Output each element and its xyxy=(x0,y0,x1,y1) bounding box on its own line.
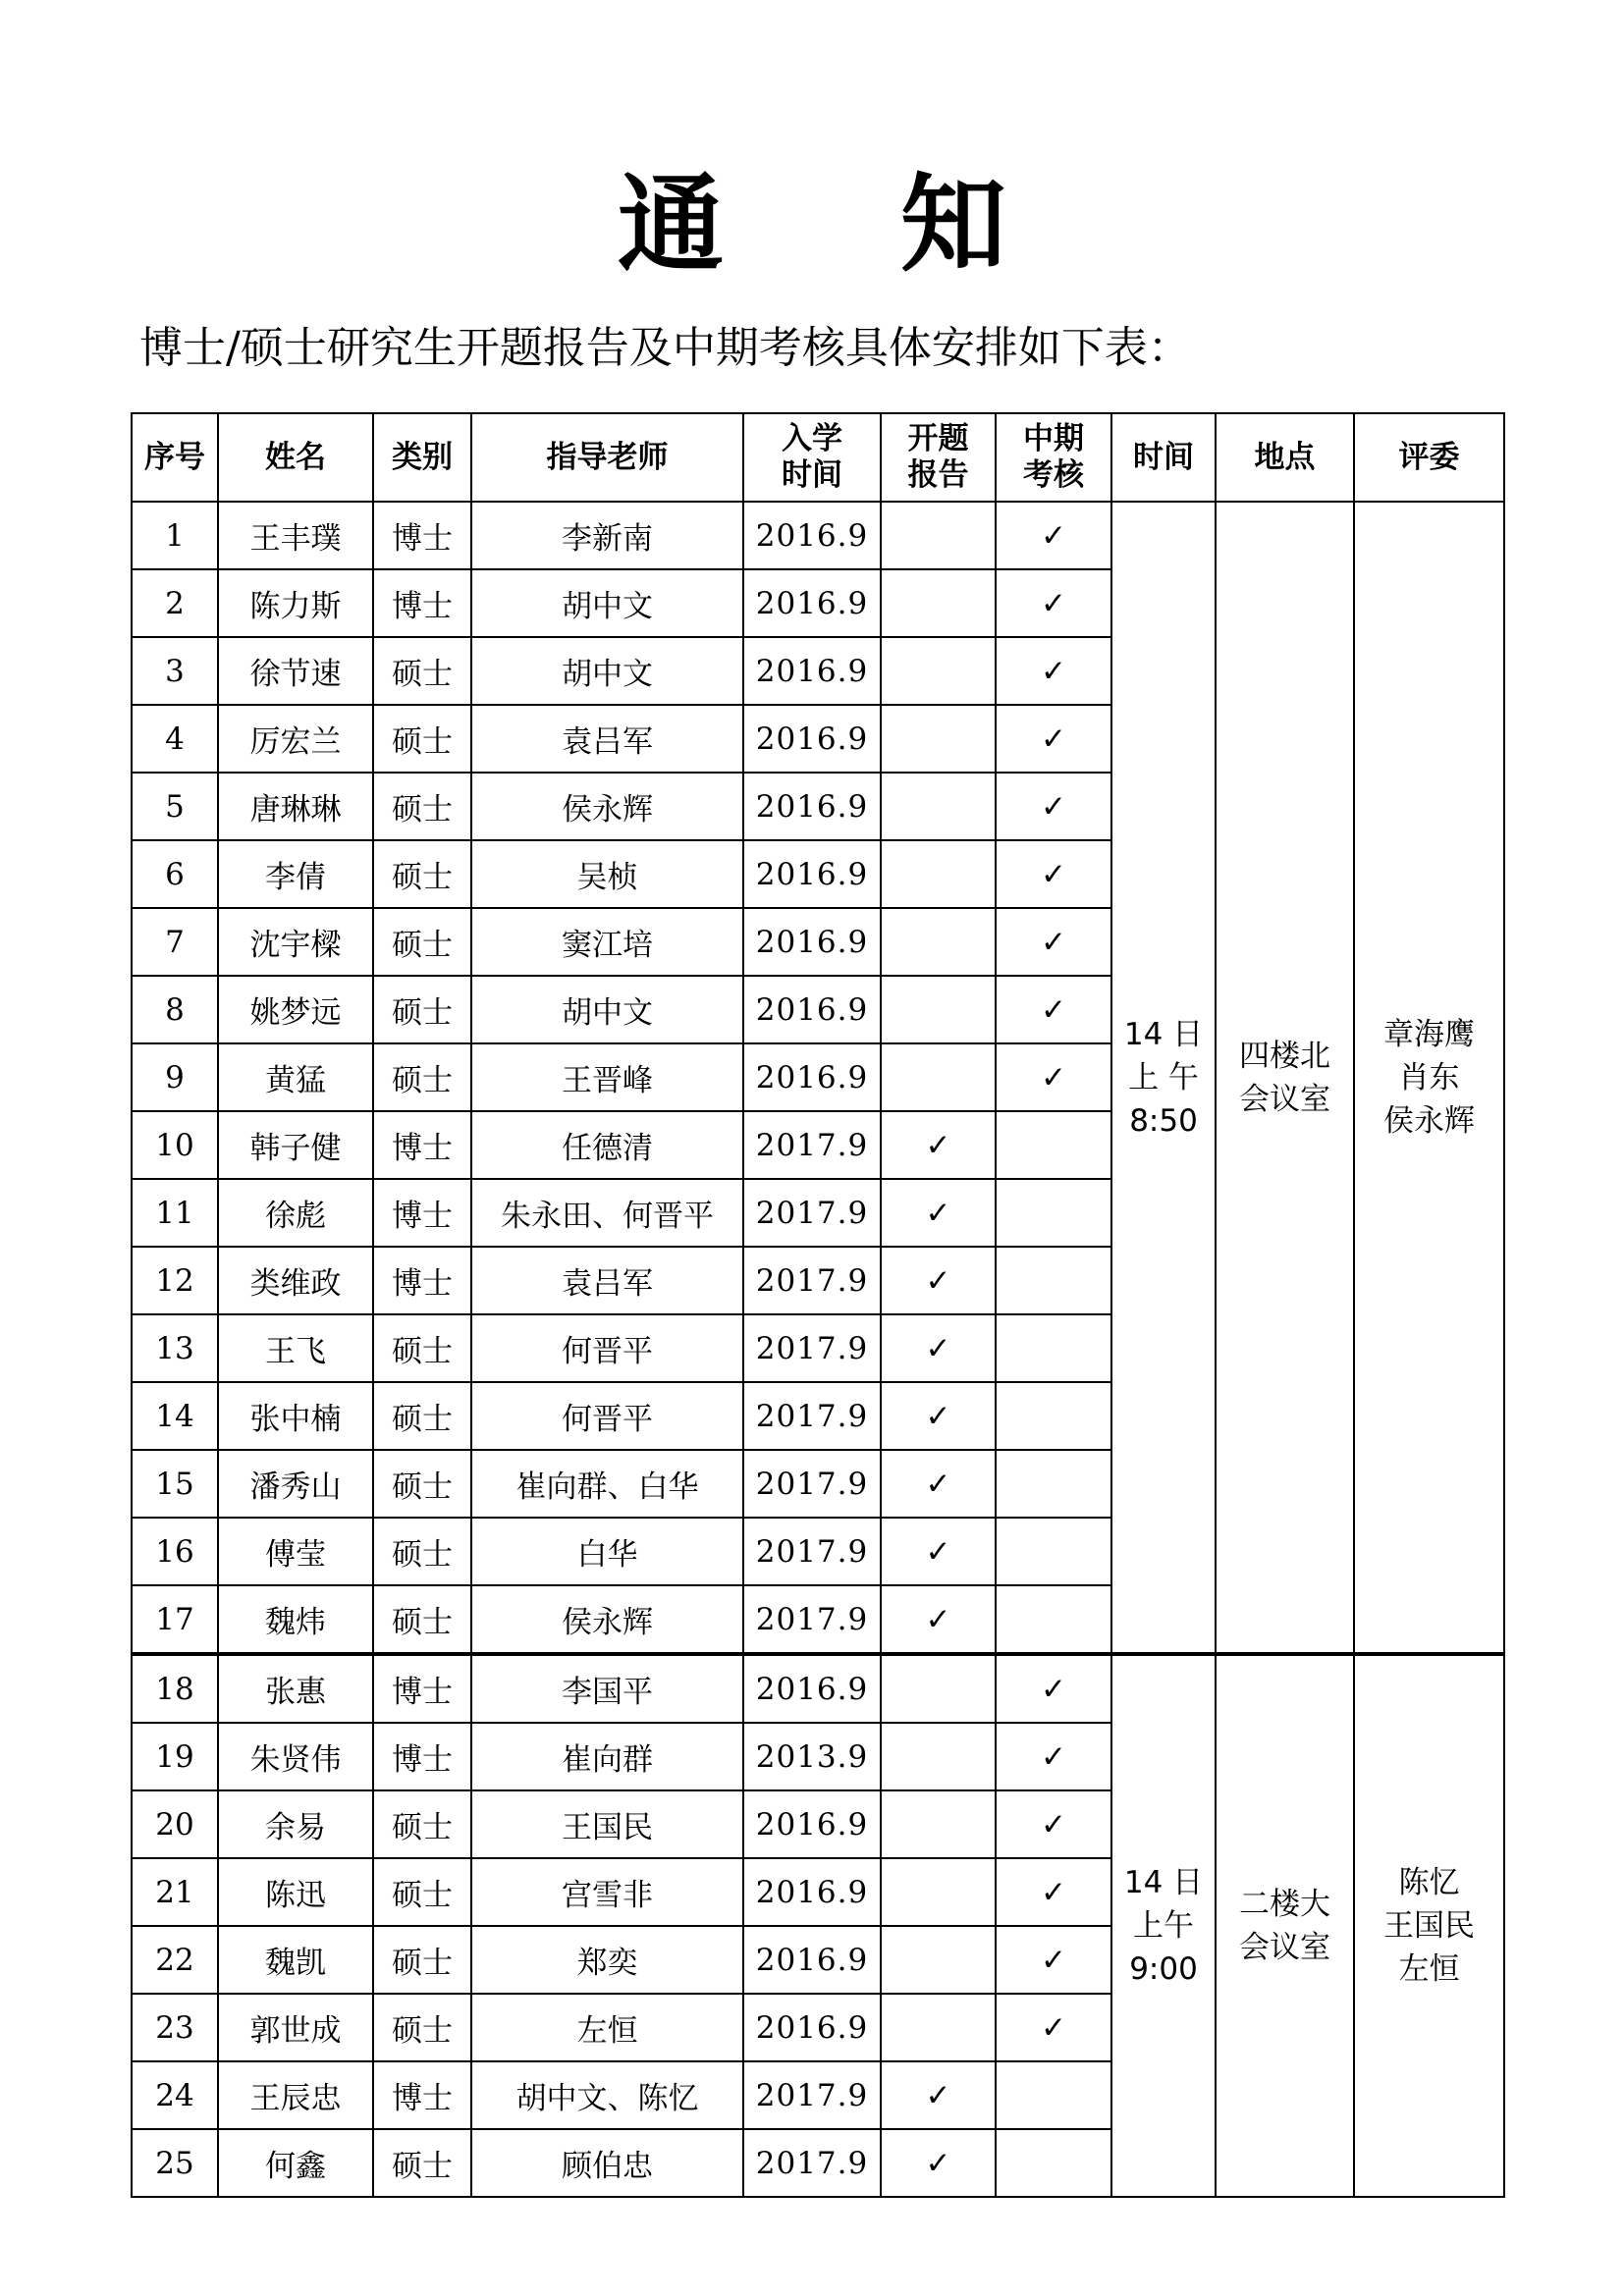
enroll-time-cell: 2013.9 xyxy=(743,1723,881,1790)
advisor-cell: 宫雪非 xyxy=(471,1858,743,1926)
index-cell: 1 xyxy=(132,502,218,569)
student-name-cell: 朱贤伟 xyxy=(218,1723,373,1790)
degree-type-cell: 博士 xyxy=(373,1654,471,1723)
degree-type-cell: 硕士 xyxy=(373,773,471,840)
advisor-cell: 李国平 xyxy=(471,1654,743,1723)
student-name-cell: 郭世成 xyxy=(218,1994,373,2061)
enroll-time-cell: 2016.9 xyxy=(743,840,881,908)
proposal-cell xyxy=(881,637,996,705)
advisor-cell: 何晋平 xyxy=(471,1314,743,1382)
student-name-cell: 徐节速 xyxy=(218,637,373,705)
index-cell: 20 xyxy=(132,1790,218,1858)
check-mark-icon: ✓ xyxy=(925,1127,951,1163)
check-mark-icon: ✓ xyxy=(925,2145,951,2181)
index-cell: 16 xyxy=(132,1518,218,1585)
midterm-cell xyxy=(996,1790,1111,1858)
midterm-cell xyxy=(996,840,1111,908)
student-name-cell: 魏凯 xyxy=(218,1926,373,1994)
student-name-cell: 黄猛 xyxy=(218,1043,373,1111)
midterm-cell xyxy=(996,976,1111,1043)
notice-subtitle: 博士/硕士研究生开题报告及中期考核具体安排如下表： xyxy=(139,323,1191,373)
student-name-cell: 厉宏兰 xyxy=(218,705,373,773)
advisor-cell: 胡中文 xyxy=(471,637,743,705)
index-cell: 5 xyxy=(132,773,218,840)
check-mark-icon: ✓ xyxy=(925,2077,951,2113)
advisor-cell: 侯永辉 xyxy=(471,773,743,840)
degree-type-cell: 硕士 xyxy=(373,1043,471,1111)
advisor-cell: 王晋峰 xyxy=(471,1043,743,1111)
student-name-cell: 徐彪 xyxy=(218,1179,373,1247)
check-mark-icon: ✓ xyxy=(1041,1059,1066,1095)
committee-line: 肖东 xyxy=(1398,1059,1460,1095)
index-cell: 22 xyxy=(132,1926,218,1994)
proposal-cell xyxy=(881,1179,996,1247)
index-cell: 7 xyxy=(132,908,218,976)
index-cell: 17 xyxy=(132,1585,218,1654)
student-name-cell: 王丰璞 xyxy=(218,502,373,569)
midterm-cell xyxy=(996,1314,1111,1382)
committee-cell xyxy=(1354,502,1504,1654)
proposal-cell xyxy=(881,1654,996,1723)
degree-type-cell: 博士 xyxy=(373,1111,471,1179)
check-mark-icon: ✓ xyxy=(1041,2009,1066,2046)
advisor-cell: 吴桢 xyxy=(471,840,743,908)
proposal-cell xyxy=(881,1382,996,1450)
check-mark-icon: ✓ xyxy=(925,1601,951,1637)
advisor-cell: 王国民 xyxy=(471,1790,743,1858)
student-name-cell: 陈迅 xyxy=(218,1858,373,1926)
enroll-time-cell: 2016.9 xyxy=(743,1043,881,1111)
midterm-cell xyxy=(996,1723,1111,1790)
check-mark-icon: ✓ xyxy=(1041,721,1066,757)
midterm-cell xyxy=(996,1247,1111,1314)
advisor-cell: 郑奕 xyxy=(471,1926,743,1994)
time-line: 14 日 xyxy=(1123,1865,1204,1900)
degree-type-cell: 博士 xyxy=(373,569,471,637)
proposal-cell xyxy=(881,1247,996,1314)
midterm-cell xyxy=(996,1450,1111,1518)
header-time: 时间 xyxy=(1111,413,1216,502)
index-cell: 21 xyxy=(132,1858,218,1926)
committee-line: 侯永辉 xyxy=(1383,1102,1475,1139)
midterm-cell xyxy=(996,773,1111,840)
header-committee: 评委 xyxy=(1354,413,1504,502)
student-name-cell: 何鑫 xyxy=(218,2129,373,2197)
midterm-cell xyxy=(996,705,1111,773)
committee-cell xyxy=(1354,1654,1504,2197)
advisor-cell: 袁吕军 xyxy=(471,705,743,773)
check-mark-icon: ✓ xyxy=(1041,585,1066,621)
index-cell: 8 xyxy=(132,976,218,1043)
proposal-cell xyxy=(881,1585,996,1654)
check-mark-icon: ✓ xyxy=(925,1398,951,1434)
enroll-time-cell: 2016.9 xyxy=(743,1994,881,2061)
enroll-time-cell: 2016.9 xyxy=(743,1654,881,1723)
midterm-cell xyxy=(996,1994,1111,2061)
location-cell xyxy=(1216,1654,1354,2197)
enroll-time-cell: 2016.9 xyxy=(743,502,881,569)
midterm-cell xyxy=(996,908,1111,976)
midterm-cell xyxy=(996,1926,1111,1994)
midterm-cell xyxy=(996,502,1111,569)
student-name-cell: 张惠 xyxy=(218,1654,373,1723)
check-mark-icon: ✓ xyxy=(1041,1738,1066,1775)
advisor-cell: 袁吕军 xyxy=(471,1247,743,1314)
midterm-cell xyxy=(996,1043,1111,1111)
enroll-time-cell: 2016.9 xyxy=(743,637,881,705)
header-midterm-line2: 考核 xyxy=(1023,457,1084,493)
index-cell: 25 xyxy=(132,2129,218,2197)
header-proposal-line2: 报告 xyxy=(907,457,969,493)
enroll-time-cell: 2017.9 xyxy=(743,1247,881,1314)
student-name-cell: 魏炜 xyxy=(218,1585,373,1654)
degree-type-cell: 硕士 xyxy=(373,1382,471,1450)
midterm-cell xyxy=(996,1858,1111,1926)
committee-line: 章海鹰 xyxy=(1383,1016,1475,1052)
enroll-time-cell: 2016.9 xyxy=(743,1926,881,1994)
degree-type-cell: 硕士 xyxy=(373,1858,471,1926)
committee-line: 王国民 xyxy=(1383,1908,1475,1944)
index-cell: 11 xyxy=(132,1179,218,1247)
header-row xyxy=(132,413,1504,502)
midterm-cell xyxy=(996,1585,1111,1654)
proposal-cell xyxy=(881,2061,996,2129)
proposal-cell xyxy=(881,1790,996,1858)
advisor-cell: 胡中文、陈忆 xyxy=(471,2061,743,2129)
student-name-cell: 沈宇樑 xyxy=(218,908,373,976)
degree-type-cell: 博士 xyxy=(373,502,471,569)
degree-type-cell: 博士 xyxy=(373,2061,471,2129)
committee-line: 左恒 xyxy=(1398,1951,1460,1987)
index-cell: 3 xyxy=(132,637,218,705)
advisor-cell: 任德清 xyxy=(471,1111,743,1179)
location-line: 会议室 xyxy=(1239,1930,1330,1965)
midterm-cell xyxy=(996,2061,1111,2129)
header-enroll-line1: 入学 xyxy=(782,421,842,456)
time-line: 上 午 xyxy=(1128,1059,1199,1095)
enroll-time-cell: 2016.9 xyxy=(743,1790,881,1858)
time-line: 上午 xyxy=(1133,1908,1194,1944)
student-name-cell: 王辰忠 xyxy=(218,2061,373,2129)
midterm-cell xyxy=(996,1111,1111,1179)
location-line: 四楼北 xyxy=(1239,1038,1330,1074)
index-cell: 10 xyxy=(132,1111,218,1179)
check-mark-icon: ✓ xyxy=(1041,991,1066,1028)
degree-type-cell: 硕士 xyxy=(373,976,471,1043)
midterm-cell xyxy=(996,1382,1111,1450)
schedule-group-1 xyxy=(132,502,1504,1654)
advisor-cell: 李新南 xyxy=(471,502,743,569)
check-mark-icon: ✓ xyxy=(925,1466,951,1502)
header-proposal-line1: 开题 xyxy=(907,421,969,456)
proposal-cell xyxy=(881,1723,996,1790)
degree-type-cell: 硕士 xyxy=(373,1790,471,1858)
check-mark-icon: ✓ xyxy=(1041,1671,1066,1707)
degree-type-cell: 硕士 xyxy=(373,908,471,976)
enroll-time-cell: 2016.9 xyxy=(743,569,881,637)
student-name-cell: 傅莹 xyxy=(218,1518,373,1585)
index-cell: 23 xyxy=(132,1994,218,2061)
degree-type-cell: 硕士 xyxy=(373,1518,471,1585)
advisor-cell: 顾伯忠 xyxy=(471,2129,743,2197)
location-line: 二楼大 xyxy=(1239,1887,1330,1922)
time-cell xyxy=(1111,502,1216,1654)
index-cell: 24 xyxy=(132,2061,218,2129)
proposal-cell xyxy=(881,1518,996,1585)
page-title: 通知 xyxy=(617,164,1183,287)
advisor-cell: 何晋平 xyxy=(471,1382,743,1450)
proposal-cell xyxy=(881,569,996,637)
degree-type-cell: 硕士 xyxy=(373,840,471,908)
header-midterm-line1: 中期 xyxy=(1023,421,1084,456)
index-cell: 12 xyxy=(132,1247,218,1314)
index-cell: 15 xyxy=(132,1450,218,1518)
advisor-cell: 侯永辉 xyxy=(471,1585,743,1654)
student-name-cell: 陈力斯 xyxy=(218,569,373,637)
check-mark-icon: ✓ xyxy=(1041,1874,1066,1910)
student-name-cell: 张中楠 xyxy=(218,1382,373,1450)
index-cell: 19 xyxy=(132,1723,218,1790)
index-cell: 9 xyxy=(132,1043,218,1111)
header-location: 地点 xyxy=(1216,413,1354,502)
advisor-cell: 白华 xyxy=(471,1518,743,1585)
advisor-cell: 胡中文 xyxy=(471,569,743,637)
check-mark-icon: ✓ xyxy=(925,1533,951,1570)
location-cell xyxy=(1216,502,1354,1654)
proposal-cell xyxy=(881,1994,996,2061)
student-name-cell: 类维政 xyxy=(218,1247,373,1314)
check-mark-icon: ✓ xyxy=(1041,1806,1066,1842)
location-line: 会议室 xyxy=(1239,1081,1330,1117)
midterm-cell xyxy=(996,1518,1111,1585)
enroll-time-cell: 2016.9 xyxy=(743,1858,881,1926)
student-name-cell: 唐琳琳 xyxy=(218,773,373,840)
degree-type-cell: 博士 xyxy=(373,1179,471,1247)
time-cell xyxy=(1111,1654,1216,2197)
index-cell: 18 xyxy=(132,1654,218,1723)
index-cell: 14 xyxy=(132,1382,218,1450)
degree-type-cell: 硕士 xyxy=(373,705,471,773)
proposal-cell xyxy=(881,1314,996,1382)
check-mark-icon: ✓ xyxy=(1041,517,1066,554)
proposal-cell xyxy=(881,1450,996,1518)
degree-type-cell: 博士 xyxy=(373,1723,471,1790)
time-line: 9:00 xyxy=(1129,1951,1198,1987)
proposal-cell xyxy=(881,976,996,1043)
student-name-cell: 姚梦远 xyxy=(218,976,373,1043)
midterm-cell xyxy=(996,1179,1111,1247)
degree-type-cell: 硕士 xyxy=(373,1450,471,1518)
degree-type-cell: 硕士 xyxy=(373,2129,471,2197)
degree-type-cell: 硕士 xyxy=(373,637,471,705)
degree-type-cell: 硕士 xyxy=(373,1314,471,1382)
enroll-time-cell: 2017.9 xyxy=(743,1179,881,1247)
header-name: 姓名 xyxy=(218,413,373,502)
enroll-time-cell: 2017.9 xyxy=(743,1585,881,1654)
enroll-time-cell: 2016.9 xyxy=(743,773,881,840)
advisor-cell: 朱永田、何晋平 xyxy=(471,1179,743,1247)
proposal-cell xyxy=(881,1858,996,1926)
header-midterm xyxy=(996,413,1111,502)
student-name-cell: 王飞 xyxy=(218,1314,373,1382)
proposal-cell xyxy=(881,773,996,840)
proposal-cell xyxy=(881,840,996,908)
enroll-time-cell: 2017.9 xyxy=(743,1382,881,1450)
enroll-time-cell: 2017.9 xyxy=(743,1314,881,1382)
degree-type-cell: 硕士 xyxy=(373,1926,471,1994)
check-mark-icon: ✓ xyxy=(1041,924,1066,960)
proposal-cell xyxy=(881,908,996,976)
proposal-cell xyxy=(881,1111,996,1179)
advisor-cell: 崔向群 xyxy=(471,1723,743,1790)
header-advisor: 指导老师 xyxy=(471,413,743,502)
enroll-time-cell: 2017.9 xyxy=(743,2061,881,2129)
index-cell: 13 xyxy=(132,1314,218,1382)
advisor-cell: 崔向群、白华 xyxy=(471,1450,743,1518)
degree-type-cell: 博士 xyxy=(373,1247,471,1314)
enroll-time-cell: 2016.9 xyxy=(743,976,881,1043)
enroll-time-cell: 2016.9 xyxy=(743,908,881,976)
committee-line: 陈忆 xyxy=(1398,1865,1460,1900)
student-name-cell: 余易 xyxy=(218,1790,373,1858)
time-line: 14 日 xyxy=(1123,1016,1204,1052)
header-index: 序号 xyxy=(132,413,218,502)
enroll-time-cell: 2016.9 xyxy=(743,705,881,773)
check-mark-icon: ✓ xyxy=(1041,788,1066,825)
enroll-time-cell: 2017.9 xyxy=(743,1111,881,1179)
student-name-cell: 韩子健 xyxy=(218,1111,373,1179)
header-enroll-line2: 时间 xyxy=(782,457,842,493)
proposal-cell xyxy=(881,502,996,569)
midterm-cell xyxy=(996,1654,1111,1723)
index-cell: 2 xyxy=(132,569,218,637)
header-enroll-time xyxy=(743,413,881,502)
schedule-table xyxy=(131,412,1505,2198)
proposal-cell xyxy=(881,705,996,773)
advisor-cell: 窦江培 xyxy=(471,908,743,976)
check-mark-icon: ✓ xyxy=(1041,1942,1066,1978)
advisor-cell: 胡中文 xyxy=(471,976,743,1043)
check-mark-icon: ✓ xyxy=(925,1330,951,1366)
student-name-cell: 李倩 xyxy=(218,840,373,908)
check-mark-icon: ✓ xyxy=(1041,653,1066,689)
check-mark-icon: ✓ xyxy=(1041,856,1066,892)
time-line: 8:50 xyxy=(1129,1102,1198,1139)
header-type: 类别 xyxy=(373,413,471,502)
student-name-cell: 潘秀山 xyxy=(218,1450,373,1518)
advisor-cell: 左恒 xyxy=(471,1994,743,2061)
check-mark-icon: ✓ xyxy=(925,1195,951,1231)
proposal-cell xyxy=(881,1043,996,1111)
table-row xyxy=(132,502,1504,569)
enroll-time-cell: 2017.9 xyxy=(743,1450,881,1518)
index-cell: 6 xyxy=(132,840,218,908)
header-proposal xyxy=(881,413,996,502)
schedule-group-2 xyxy=(132,1654,1504,2197)
index-cell: 4 xyxy=(132,705,218,773)
proposal-cell xyxy=(881,2129,996,2197)
midterm-cell xyxy=(996,569,1111,637)
degree-type-cell: 硕士 xyxy=(373,1585,471,1654)
enroll-time-cell: 2017.9 xyxy=(743,2129,881,2197)
degree-type-cell: 硕士 xyxy=(373,1994,471,2061)
midterm-cell xyxy=(996,2129,1111,2197)
check-mark-icon: ✓ xyxy=(925,1262,951,1299)
table-row xyxy=(132,1654,1504,1723)
enroll-time-cell: 2017.9 xyxy=(743,1518,881,1585)
midterm-cell xyxy=(996,637,1111,705)
proposal-cell xyxy=(881,1926,996,1994)
